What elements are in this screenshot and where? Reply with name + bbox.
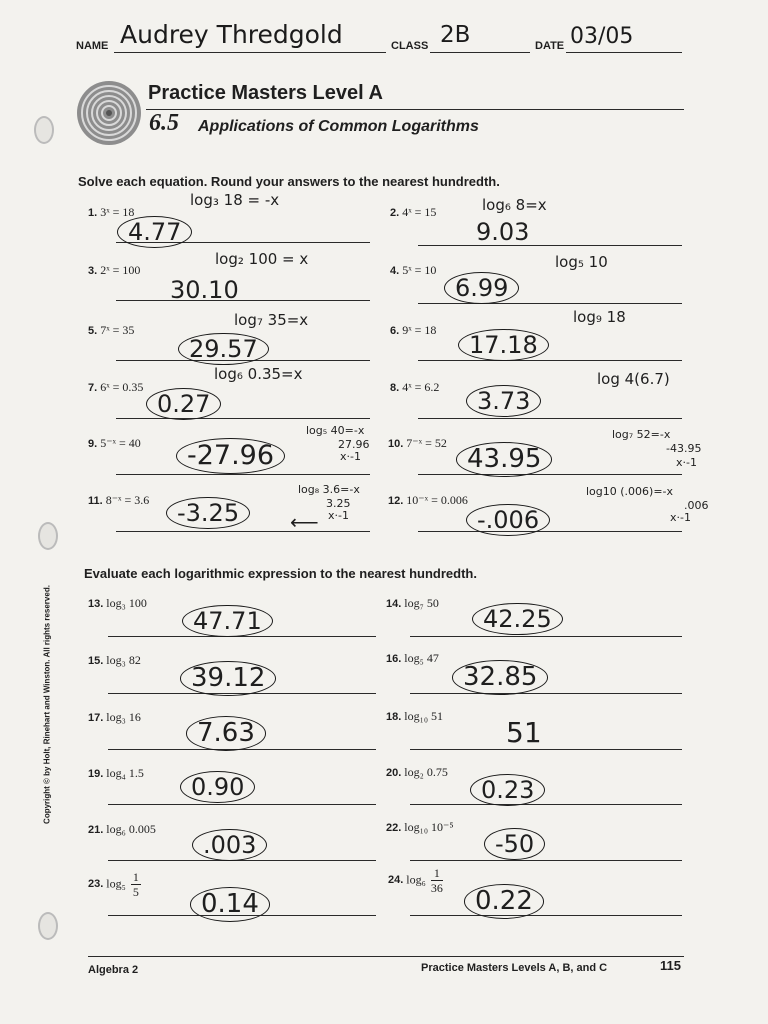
- punch-hole-bottom: [38, 912, 58, 940]
- answer-8[interactable]: 3.73: [466, 385, 541, 417]
- section-title: Applications of Common Logarithms: [198, 118, 479, 135]
- answer-21[interactable]: .003: [192, 829, 267, 861]
- problem-18: 18. log₁₀ 51: [386, 709, 443, 723]
- problem-12: 12. 10⁻ˣ = 0.006: [388, 493, 468, 507]
- problem-8: 8. 4ˣ = 6.2: [390, 380, 440, 394]
- answer-5[interactable]: 29.57: [178, 333, 269, 365]
- work-11-step3: x·-1: [328, 509, 349, 522]
- answer-16[interactable]: 32.85: [452, 660, 548, 695]
- answer-line-6: [418, 360, 682, 361]
- name-value[interactable]: Audrey Thredgold: [120, 20, 343, 49]
- work-10-step3: x·-1: [676, 456, 697, 469]
- series-title: Practice Masters Level A: [148, 82, 383, 104]
- answer-3[interactable]: 30.10: [170, 276, 239, 304]
- answer-10[interactable]: 43.95: [456, 442, 552, 477]
- problem-22: 22. log₁₀ 10⁻⁵: [386, 820, 454, 834]
- problem-24: 24. log₆ $\frac{1}{36}$: [388, 866, 443, 895]
- answer-line-20: [410, 804, 682, 805]
- punch-hole-top: [34, 116, 54, 144]
- answer-11[interactable]: -3.25: [166, 497, 250, 529]
- work-5: log₇ 35=x: [234, 311, 309, 329]
- problem-6: 6. 9ˣ = 18: [390, 323, 437, 337]
- problem-13: 13. log₃ 100: [88, 596, 147, 610]
- answer-line-9: [116, 474, 370, 475]
- answer-18[interactable]: 51: [506, 716, 542, 749]
- problem-1: 1. 3ˣ = 18: [88, 205, 135, 219]
- answer-22[interactable]: -50: [484, 828, 545, 860]
- answer-14[interactable]: 42.25: [472, 603, 563, 635]
- work-9-step3: x·-1: [340, 450, 361, 463]
- problem-11: 11. 8⁻ˣ = 3.6: [88, 493, 150, 507]
- problem-16: 16. log₅ 47: [386, 651, 439, 665]
- problem-5: 5. 7ˣ = 35: [88, 323, 135, 337]
- problem-20: 20. log₂ 0.75: [386, 765, 448, 779]
- problem-14: 14. log₇ 50: [386, 596, 439, 610]
- problem-2: 2. 4ˣ = 15: [390, 205, 437, 219]
- work-3: log₂ 100 = x: [215, 250, 309, 268]
- answer-4[interactable]: 6.99: [444, 272, 519, 304]
- answer-2[interactable]: 9.03: [476, 218, 530, 246]
- answer-line-10: [418, 474, 682, 475]
- part1-instructions: Solve each equation. Round your answers to the nearest hundredth.: [78, 174, 500, 189]
- answer-1[interactable]: 4.77: [117, 216, 192, 248]
- answer-line-11: [116, 531, 370, 532]
- class-label: CLASS: [391, 40, 429, 52]
- spiral-logo-icon: [76, 80, 142, 146]
- problem-19: 19. log₄ 1.5: [88, 766, 144, 780]
- answer-line-8: [418, 418, 682, 419]
- answer-19[interactable]: 0.90: [180, 771, 255, 803]
- answer-13[interactable]: 47.71: [182, 605, 273, 637]
- work-12-step3: x·-1: [670, 511, 691, 524]
- answer-7[interactable]: 0.27: [146, 388, 221, 420]
- answer-line-22: [410, 860, 682, 861]
- footer-rule: [88, 956, 684, 957]
- work-6: log₉ 18: [573, 308, 626, 326]
- answer-line-3: [116, 300, 370, 301]
- title-rule: [146, 109, 684, 110]
- name-label: NAME: [76, 40, 109, 52]
- work-9-step2: 27.96: [338, 438, 370, 451]
- copyright-notice: Copyright © by Holt, Rinehart and Winston. All rights reserved.: [42, 585, 52, 824]
- part2-instructions: Evaluate each logarithmic expression to the nearest hundredth.: [84, 566, 477, 581]
- date-label: DATE: [535, 40, 565, 52]
- problem-23: 23. log₅ $\frac{1}{5}$: [88, 870, 139, 899]
- class-line: [430, 52, 530, 53]
- problem-17: 17. log₃ 16: [88, 710, 141, 724]
- work-10: log₇ 52=-x: [612, 428, 671, 441]
- section-number: 6.5: [149, 110, 179, 136]
- date-line: [566, 52, 682, 53]
- problem-21: 21. log₆ 0.005: [88, 822, 156, 836]
- work-2: log₆ 8=x: [482, 196, 547, 214]
- answer-17[interactable]: 7.63: [186, 716, 266, 751]
- answer-23[interactable]: 0.14: [190, 887, 270, 922]
- answer-line-21: [108, 860, 376, 861]
- problem-3: 3. 2ˣ = 100: [88, 263, 141, 277]
- answer-line-2: [418, 245, 682, 246]
- work-4: log₅ 10: [555, 253, 608, 271]
- work-7: log₆ 0.35=x: [214, 365, 303, 383]
- work-9: log₅ 40=-x: [306, 424, 365, 437]
- answer-6[interactable]: 17.18: [458, 329, 549, 361]
- answer-line-18: [410, 749, 682, 750]
- answer-12[interactable]: -.006: [466, 504, 550, 536]
- answer-line-4: [418, 303, 682, 304]
- problem-7: 7. 6ˣ = 0.35: [88, 380, 144, 394]
- problem-9: 9. 5⁻ˣ = 40: [88, 436, 141, 450]
- footer-book-title: Practice Masters Levels A, B, and C: [421, 962, 608, 974]
- work-11-step2: 3.25: [326, 497, 351, 510]
- answer-20[interactable]: 0.23: [470, 774, 545, 806]
- answer-line-19: [108, 804, 376, 805]
- name-line: [114, 52, 386, 53]
- answer-9[interactable]: -27.96: [176, 438, 285, 474]
- work-8: log 4(6.7): [597, 370, 670, 388]
- work-12-step2: .006: [684, 499, 709, 512]
- answer-24[interactable]: 0.22: [464, 884, 544, 919]
- footer-course: Algebra 2: [88, 964, 139, 976]
- problem-15: 15. log₃ 82: [88, 653, 141, 667]
- arrow-left-icon: ⟵: [290, 512, 319, 534]
- answer-15[interactable]: 39.12: [180, 661, 276, 696]
- answer-line-7: [116, 418, 370, 419]
- work-11: log₈ 3.6=-x: [298, 483, 360, 496]
- answer-line-16: [410, 693, 682, 694]
- page-number: 115: [660, 958, 681, 973]
- problem-10: 10. 7⁻ˣ = 52: [388, 436, 447, 450]
- answer-line-12: [418, 531, 682, 532]
- work-1: log₃ 18 = -x: [190, 191, 280, 209]
- problem-4: 4. 5ˣ = 10: [390, 263, 437, 277]
- answer-line-24: [410, 915, 682, 916]
- work-12: log10 (.006)=-x: [586, 485, 674, 498]
- class-value[interactable]: 2B: [440, 22, 471, 48]
- answer-line-14: [410, 636, 682, 637]
- date-value[interactable]: 03/05: [570, 24, 634, 49]
- work-10-step2: -43.95: [666, 442, 702, 455]
